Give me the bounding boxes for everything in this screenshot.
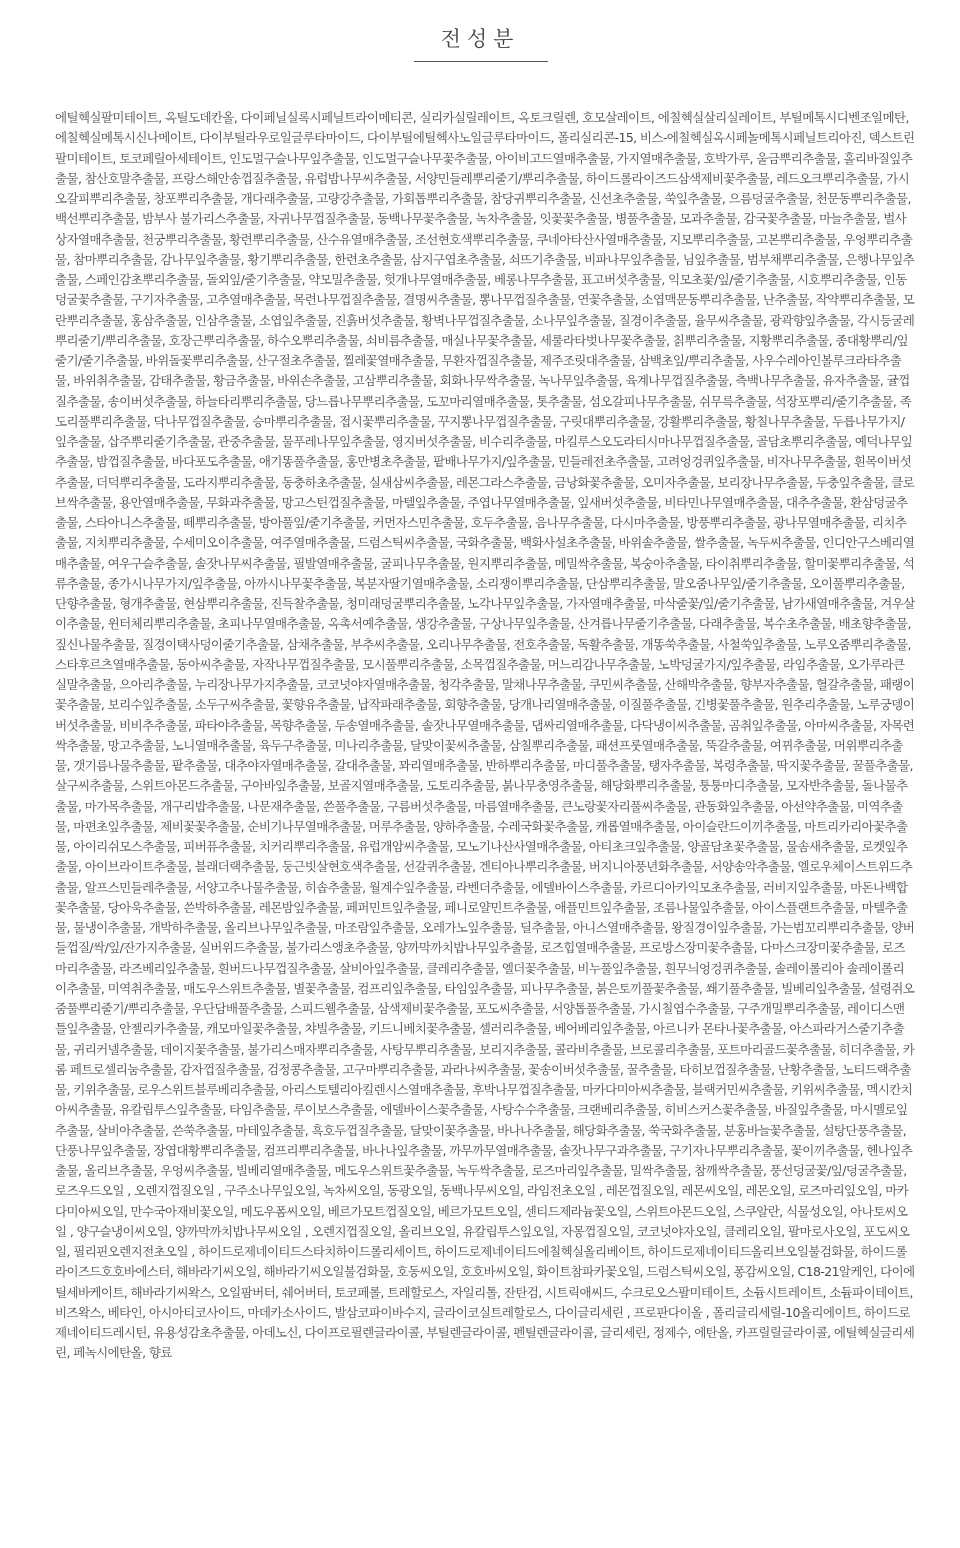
- title-underline: [414, 61, 548, 62]
- title-container: [0, 24, 960, 54]
- section-title: 전성분: [440, 27, 520, 51]
- ingredients-list: 에틸헥실팔미테이트, 옥틸도데칸올, 다이페닐실록시페닐트라이메티콘, 실리카실릴레이트, 옥토크릴렌, 호모살레이트, 에칠헥실살리실레이트, 부틸메톡시디벤조일메탄, 에칠헥실메톡시신나메이트, 다이부틸라우로일글루타마이드, 다이부틸에틸헥사노일글루타마이드, 폴리실리콘-15, 비스-에칠헥실옥시페놀메톡시페닐트리아진, 덱스트린팔미테이트, 토코페릴아세테이트, 인도멀구슬나무잎추출물, 인도멀구슬나무꽃추출물, 아이비고드열매추출물, 가지열매추출물, 호박가루, 울금뿌리추출물, 홀리바질잎추출물, 참산호말추출물, 프랑스해안송껍질추출물, 유럽밤나무씨추출물, 서양민들레뿌리줄기/뿌리추출물, 하이드롤라이즈드삼색제비꽃추출물, 레드오크뿌리추출물, 가시오갈피뿌리추출물, 창포뿌리추출물, 개다래추출물, 고량강추출물, 가회톱뿌리추출물, 참당귀뿌리추출물, 신선초추출물, 쑥잎추출물, 으름덩굴추출물, 천문동뿌리추출물, 백선뿌리추출물, 밤부사 불가리스추출물, 자귀나무껍질추출물, 동백나무꽃추출물, 녹차추출물, 잇꽃꽃추출물, 병풀추출물, 모과추출물, 감국꽃추출물, 마늘추출물, 벌사상자열매추출물, 천궁뿌리추출물, 황련뿌리추출물, 산수유열매추출물, 조선현호색뿌리추출물, 쿠네아타산사열매추출물, 지모뿌리추출물, 고본뿌리추출물, 우엉뿌리추출물, 참마뿌리추출물, 감나무잎추출물, 황기뿌리추출물, 한련초추출물, 삼지구엽초추출물, 쇠뜨기추출물, 비파나무잎추출물, 님잎추출물, 범부채뿌리추출물, 은행나무잎추출물, 스페인감초뿌리추출물, 돌외잎/줄기추출물, 약모밀추출물, 헛개나무열매추출물, 베롱나무추출물, 표고버섯추출물, 익모초꽃/잎/줄기추출물, 시호뿌리추출물, 인동덩굴꽃추출물, 구기자추출물, 고추열매추출물, 목련나무껍질추출물, 결명씨추출물, 뽕나무껍질추출물, 연꽃추출물, 소엽맥문동뿌리추출물, 난추출물, 작약뿌리추출물, 모란뿌리추출물, 홍삼추출물, 인삼추출물, 소엽잎추출물, 진흙버섯추출물, 황벽나무껍질추출물, 소나무잎추출물, 질경이추출물, 율무씨추출물, 광곽향잎추출물, 각시등굴레뿌리줄기/뿌리추출물, 호장근뿌리추출물, 하수오뿌리추출물, 쇠비름추출물, 매실나무꽃추출물, 세룰라타벚나무꽃추출물, 칡뿌리추출물, 지황뿌리추출물, 종대황뿌리/잎줄기/줄기추출물, 바위돌꽃뿌리추출물, 산구절초추출물, 찔레꽃열매추출물, 무환자껍질추출물, 제주조릿대추출물, 삼백초잎/뿌리추출물, 사우수레아인볼루크라타추출물, 바위취추출물, 감태추출물, 황금추출물, 바위손추출물, 고삼뿌리추출물, 회화나무싹추출물, 녹나무잎추출물, 육계나무껍질추출물, 측백나무추출물, 유자추출물, 귤껍질추출물, 송이버섯추출물, 하늘타리뿌리추출물, 당느릅나무뿌리추출물, 도꼬마리열매추출물, 톳추출물, 섬오갈피나무추출물, 쉬무륵추출물, 석장포뿌리/줄기추출물, 족도리풀뿌리추출물, 닥나무껍질추출물, 승마뿌리추출물, 접시꽃뿌리추출물, 꾸지뽕나무껍질추출물, 구릿대뿌리추출물, 강활뿌리추출물, 황칠나무추출물, 두릅나무가지/잎추출물, 삽주뿌리줄기추출물, 관중추출물, 물푸레나무잎추출물, 영지버섯추출물, 비수리추출물, 마킬루스오도라티시마나무껍질추출물, 골담초뿌리추출물, 예덕나무잎추출물, 밤껍질추출물, 바다포도추출물, 애기똥풀추출물, 홍만병초추출물, 팥배나무가지/잎추출물, 민들레전초추출물, 고려엉겅퀴잎추출물, 비자나무추출물, 흰목이버섯추출물, 더덕뿌리추출물, 도라지뿌리추출물, 동충하초추출물, 실새삼씨추출물, 레몬그라스추출물, 금낭화꽃추출물, 오미자추출물, 보리장나무추출물, 두충잎추출물, 클로브싹추출물, 용안열매추출물, 무화과추출물, 망고스틴껍질추출물, 마텔잎추출물, 주엽나무열매추출물, 잎새버섯추출물, 비타민나무열매추출물, 대추추출물, 환삼덩굴추출물, 스타아니스추출물, 떼뿌리추출물, 방아풀잎/줄기추출물, 커먼자스민추출물, 호두추출물, 음나무추출물, 다시마추출물, 방풍뿌리추출물, 광나무열매추출물, 리치추출물, 지치뿌리추출물, 수세미오이추출물, 여주열매추출물, 드럼스틱씨추출물, 국화추출물, 백화사설초추출물, 바위솔추출물, 쌀추출물, 녹두씨추출물, 인디안구스베리열매추출물, 여우구슬추출물, 솔잣나무씨추출물, 필발열매추출물, 굴피나무추출물, 원지뿌리추출물, 메밀싹추출물, 복숭아추출물, 타이취뿌리추출물, 할미꽃뿌리추출물, 석류추출물, 종가시나무가지/잎추출물, 아까시나무꽃추출물, 복분자딸기열매추출물, 소리쟁이뿌리추출물, 단삼뿌리추출물, 말오줌나무잎/줄기추출물, 오이풀뿌리추출물, 단향추출물, 형개추출물, 현삼뿌리추출물, 진득찰추출물, 청미래덩굴뿌리추출물, 노각나무잎추출물, 가자열매추출물, 마삭줄꽃/잎/줄기추출물, 남가새열매추출물, 겨우살이추출물, 윈터체리뿌리추출물, 초피나무열매추출물, 옥촉서예추출물, 생강추출물, 구상나무잎추출물, 산겨릅나무줄기추출물, 다래추출물, 복수초추출물, 배초향추출물, 짚신나물추출물, 질경이택사덩이줄기추출물, 삼채추출물, 부추씨추출물, 오리나무추출물, 전호추출물, 독활추출물, 개똥쑥추출물, 사철쑥잎추출물, 노루오줌뿌리추출물, 스타후르츠열매추출물, 동아씨추출물, 자작나무껍질추출물, 모시풀뿌리추출물, 소목껍질추출물, 머느리감나무추출물, 노박덩굴가지/잎추출물, 라임추출물, 오가루라큰실말추출물, 으아리추출물, 누리장나무가지추출물, 코코넛야자열매추출물, 청각추출물, 말채나무추출물, 쿠민씨추출물, 산해박추출물, 향부자추출물, 혈갈추출물, 패랭이꽃추출물, 보리수잎추출물, 소두구씨추출물, 꽃향유추출물, 납작파래추출물, 회향추출물, 당개나리열매추출물, 이질풀추출물, 긴병꽃풀추출물, 원추리추출물, 노루궁뎅이버섯추출물, 비비추추출물, 파타야추출물, 목향추출물, 두송열매추출물, 솔잣나무열매추출물, 댑싸리열매추출물, 다닥냉이씨추출물, 곰취잎추출물, 아마씨추출물, 자목련싹추출물, 망고추출물, 노니열매추출물, 육두구추출물, 미나리추출물, 달맞이꽃씨추출물, 삼칠뿌리추출물, 패션프룻열매추출물, 뚝갈추출물, 여뀌추출물, 머위뿌리추출물, 갯기름나물추출물, 팥추출물, 대추야자열매추출물, 갈대추출물, 꽈리열매추출물, 반하뿌리추출물, 마디풀추출물, 탱자추출물, 복령추출물, 딱지꽃추출물, 꿀풀추출물, 살구씨추출물, 스위트아몬드추출물, 구아바잎추출물, 보골지열매추출물, 도토리추출물, 붉나무충영추출물, 해당화뿌리추출물, 퉁퉁마디추출물, 모자반추출물, 돌나물추출물, 마가목추출물, 개구리밥추출물, 나문재추출물, 쓴풀추출물, 구름버섯추출물, 마름열매추출물, 큰노랑꽃자리풀씨추출물, 관동화잎추출물, 아선약추출물, 미역추출물, 마편초잎추출물, 제비꽃꽃추출물, 순비기나무열매추출물, 머루추출물, 양하추출물, 수레국화꽃추출물, 캐롭열매추출물, 아이슬란드이끼추출물, 마트리카리아꽃추출물, 아이리쉬모스추출물, 피버퓨추출물, 치커리뿌리추출물, 유럽개암씨추출물, 모노기나산사열매추출물, 아티초크잎추출물, 양골담초꽃추출물, 물솜새추출물, 로켓잎추출물, 아이브라이트추출물, 블래더랙추출물, 둥근빗살현호색추출물, 선갈퀴추출물, 겐티아나뿌리추출물, 버지니아풍년화추출물, 서양송악추출물, 엘로우체이스트위드추출물, 알프스민들레추출물, 서양고추나물추출물, 히솝추출물, 월계수잎추출물, 라벤더추출물, 에델바이스추출물, 카르디아카익모초추출물, 러비지잎추출물, 마돈나백합꽃추출물, 당아욱추출물, 쓴박하추출물, 레몬밤잎추출물, 페퍼민트잎추출물, 페니로얄민트추출물, 애플민트잎추출물, 조름나물잎추출물, 아이스플랜트추출물, 마텔추출물, 물냉이추출물, 개박하추출물, 올리브나무잎추출물, 마조람잎추출물, 오레가노잎추출물, 딜추출물, 아니스열매추출물, 왕질경이잎추출물, 가는범꼬리뿌리추출물, 양버들껍질/싹/잎/잔가지추출물, 실버위드추출물, 불가리스앵초추출물, 양까막까치밥나무잎추출물, 로즈힙열매추출물, 프로방스장미꽃추출물, 다마스크장미꽃추출물, 로즈마리추출물, 라즈베리잎추출물, 흰버드나무껍질추출물, 살비아잎추출물, 클레리추출물, 엘더꽃추출물, 비누풀잎추출물, 흰무늬엉겅퀴추출물, 솔레이롤리아 솔레이롤리이추출물, 미역취추출물, 매도우스위트추출물, 별꽃추출물, 컴프리잎추출물, 타임잎추출물, 피나무추출물, 붉은토끼풀꽃추출물, 쐐기풀추출물, 빌베리잎추출물, 설령쥐오줌풀뿌리줄기/뿌리추출물, 우단담배풀추출물, 스피드웰추출물, 삼색제비꽃추출물, 포도씨추출물, 서양톱풀추출물, 가시칠엽수추출물, 구주개밀뿌리추출물, 레이디스맨틀잎추출물, 안젤리카추출물, 캐모마일꽃추출물, 챠빌추출물, 키드니베치꽃추출물, 셀러리추출물, 베어베리잎추출물, 아르니카 몬타나꽃추출물, 아스파라거스줄기추출물, 귀리커넬추출물, 데이지꽃추출물, 불가리스매자뿌리추출물, 사탕무뿌리추출물, 보리지추출물, 콜라비추출물, 브로콜리추출물, 포트마리골드꽃추출물, 히더추출물, 카롬 페트로셀리눔추출물, 감자껍질추출물, 검정콩추출물, 고구마뿌리추출물, 과라나씨추출물, 꽃송이버섯추출물, 꿀추출물, 타히보껍질추출물, 난황추출물, 노티드랙추출물, 키위추출물, 로우스위트블루베리추출물, 아리스토텔리아킬렌시스열매추출물, 후박나무껍질추출물, 마카다미아씨추출물, 블랙커민씨추출물, 키위씨추출물, 멕시칸치아씨추출물, 유칼립투스잎추출물, 타임추출물, 루이보스추출물, 에델바이스꽃추출물, 사탕수수추출물, 크랜베리추출물, 히비스커스꽃추출물, 바질잎추출물, 마시멜로잎추출물, 살비아추출물, 쓴쑥추출물, 마테잎추출물, 흑호두껍질추출물, 달맞이꽃추출물, 바나나추출물, 해당화추출물, 쑥국화추출물, 분홍바늘꽃추출물, 설탕단풍추출물, 단풍나무잎추출물, 장엽대황뿌리추출물, 컴프리뿌리추출물, 바나나잎추출물, 까무까무열매추출물, 솔잣나무구과추출물, 구기자나무뿌리추출물, 꽃이끼추출물, 헨나잎추출물, 올리브추출물, 우엉씨추출물, 빌베리열매추출물, 메도우스위트꽃추출물, 녹두싹추출물, 로즈마리잎추출물, 밀싹추출물, 참깨싹추출물, 풍선덩굴꽃/잎/덩굴추출물, 로즈우드오일 , 오렌지껍질오일 , 구주소나무잎오일, 녹차씨오일, 동광오일, 동백나무씨오일, 라임전초오일 , 레몬껍질오일, 레몬씨오일, 레몬오일, 로즈마리잎오일, 마카다미아씨오일, 만수국아재비꽃오일, 메도우폼씨오일, 베르가모트껍질오일, 베르가모트오일, 센티드제라늄꽃오일, 스위트아몬드오일, 스쿠알란, 식물성오일, 아나토씨오일 , 양구슬냉이씨오일, 양까막까치밥나무씨오일 , 오렌지껍질오일, 올리브오일, 유칼립투스잎오일, 자몽껍질오일, 코코넛야자오일, 클레리오일, 팔마로사오일, 포도씨오일, 필리핀오렌지전초오일 , 하이드로제네이티드스타치하이드롤리세이트, 하이드로제네이티드에칠헥실올리베이트, 하이드로제네이티드올리브오일불검화물, 하이드롤라이즈드호호바에스터, 해바라기씨오일, 해바라기씨오일불검화물, 호동씨오일, 호호바씨오일, 화이트참파카꽃오일, 드럼스틱씨오일, 퐁감씨오일, C18-21알케인, 다이에틸세바케이트, 해바라기씨왁스, 오일팜버터, 쉐어버터, 토코페롤, 트레할로스, 자일리톨, 잔탄검, 시트릭애씨드, 수크로오스팔미테이트, 소듐시트레이트, 소듐파이테이트, 비즈왁스, 베타인, 아시아티코사이드, 마데카소사이드, 발삼코파이바수지, 글라이코실트레할로스, 다이글리세린 , 프로판다이올 , 폴리글리세릴-10올리에이트, 하이드로제네이티드레시틴, 유용성감초추출물, 아데노신, 다이프로필렌글라이콜, 부틸렌글라이콜, 펜틸렌글라이콜, 글리세린, 정제수, 에탄올, 카프릴릴글라이콜, 에틸헥실글리세린, 페녹시에탄올, 향료: [55, 110, 915, 1361]
